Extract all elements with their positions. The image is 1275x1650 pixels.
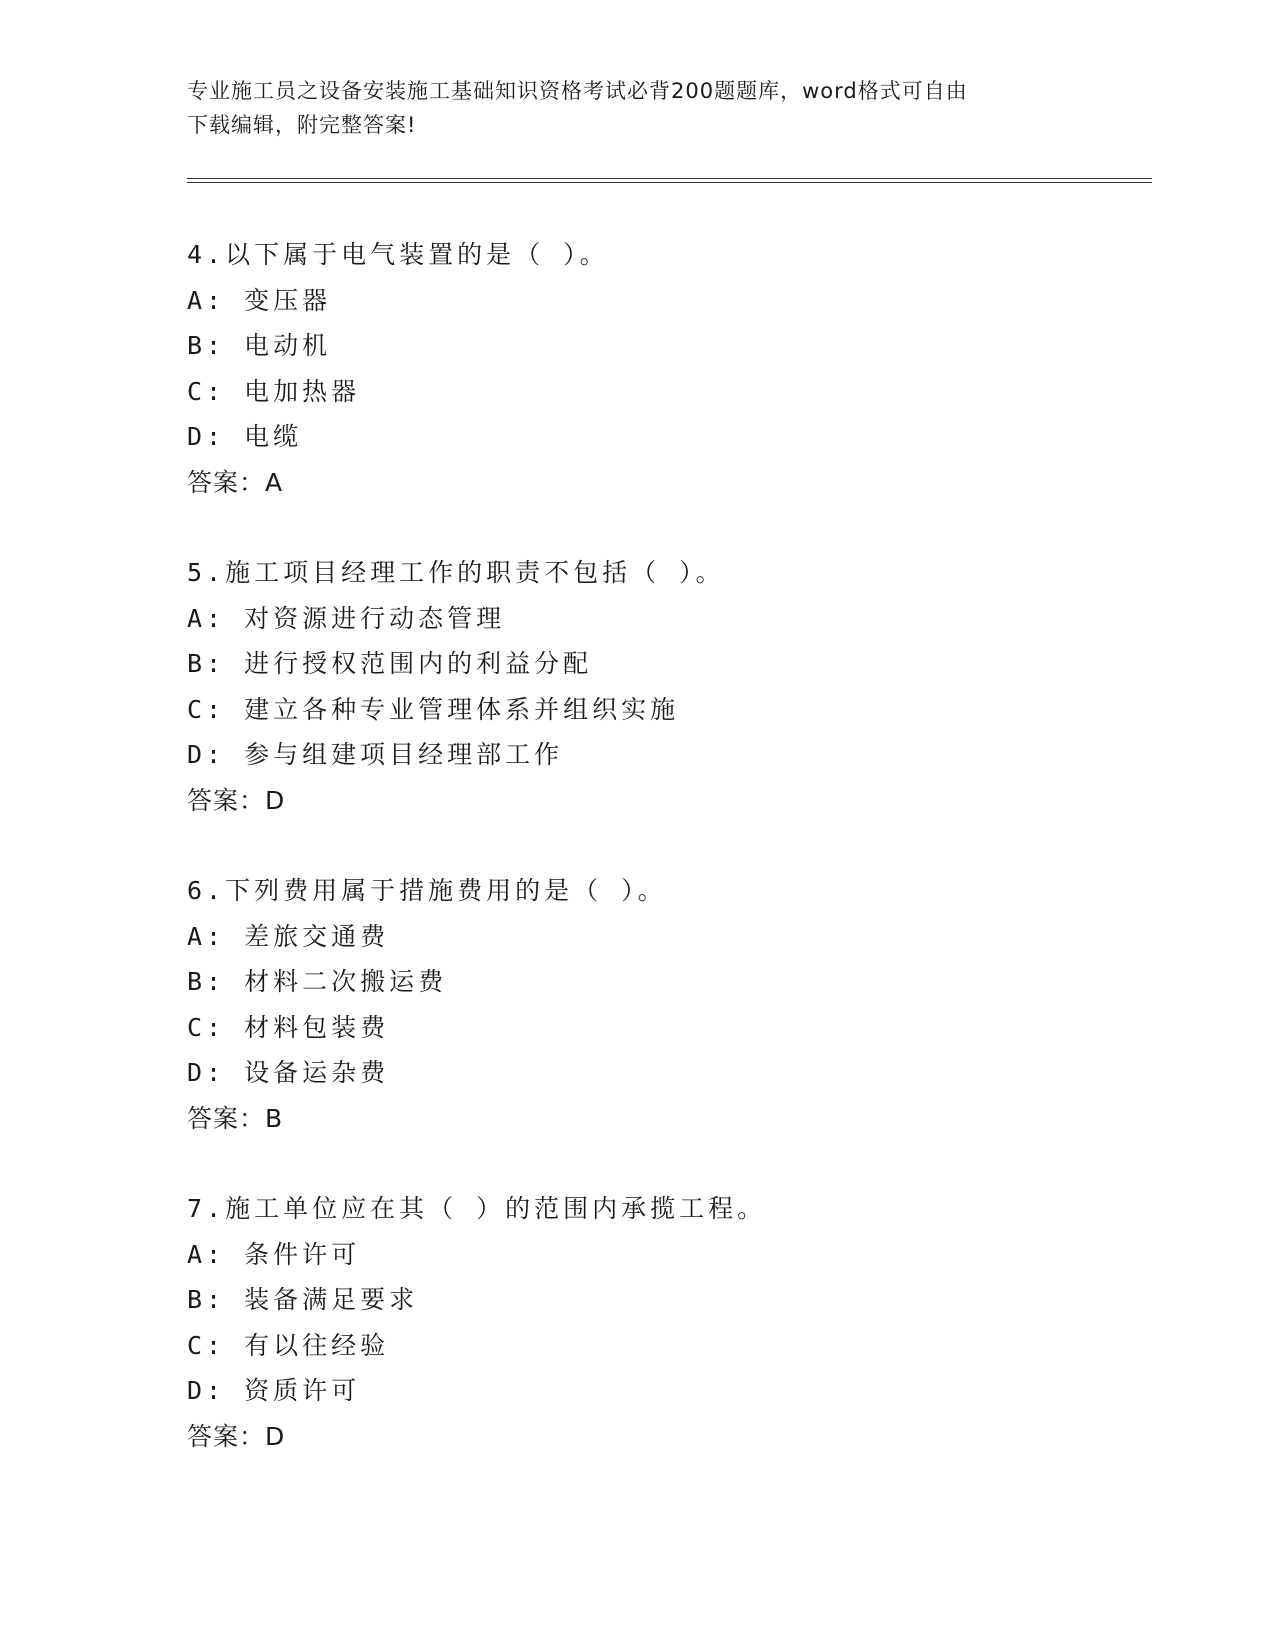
option-c: C: 材料包装费 <box>187 1012 390 1042</box>
option-b: B: 装备满足要求 <box>187 1285 419 1315</box>
header-line-2: 下载编辑，附完整答案! <box>187 113 417 137</box>
option-c: C: 建立各种专业管理体系并组织实施 <box>187 694 680 724</box>
answer: 答案：A <box>187 467 284 497</box>
question-stem: 5.施工项目经理工作的职责不包括（ ）。 <box>187 558 725 587</box>
option-b: B: 电动机 <box>187 331 332 361</box>
answer: 答案：B <box>187 1103 284 1133</box>
option-d: D: 设备运杂费 <box>187 1058 390 1088</box>
option-a: A: 差旅交通费 <box>187 921 390 951</box>
answer: 答案：D <box>187 785 286 815</box>
option-c: C: 有以往经验 <box>187 1330 390 1360</box>
option-b: B: 材料二次搬运费 <box>187 967 448 997</box>
option-a: A: 对资源进行动态管理 <box>187 603 506 633</box>
option-d: D: 参与组建项目经理部工作 <box>187 740 564 770</box>
header-divider-top <box>187 178 1152 179</box>
document-header <box>187 74 1087 142</box>
question-5 <box>187 550 1087 824</box>
question-6 <box>187 868 1087 1142</box>
header-line-1: 专业施工员之设备安装施工基础知识资格考试必背200题题库，word格式可自由 <box>187 79 968 103</box>
option-a: A: 变压器 <box>187 285 332 315</box>
option-c: C: 电加热器 <box>187 376 361 406</box>
question-stem: 4.以下属于电气装置的是（ ）。 <box>187 240 609 269</box>
option-a: A: 条件许可 <box>187 1239 361 1269</box>
option-d: D: 电缆 <box>187 422 303 452</box>
header-divider-bottom <box>187 182 1152 183</box>
question-stem: 7.施工单位应在其（ ）的范围内承揽工程。 <box>187 1194 767 1223</box>
option-b: B: 进行授权范围内的利益分配 <box>187 649 593 679</box>
question-7 <box>187 1186 1087 1460</box>
question-stem: 6.下列费用属于措施费用的是（ ）。 <box>187 876 667 905</box>
answer: 答案：D <box>187 1421 286 1451</box>
question-4 <box>187 232 1087 506</box>
option-d: D: 资质许可 <box>187 1376 361 1406</box>
